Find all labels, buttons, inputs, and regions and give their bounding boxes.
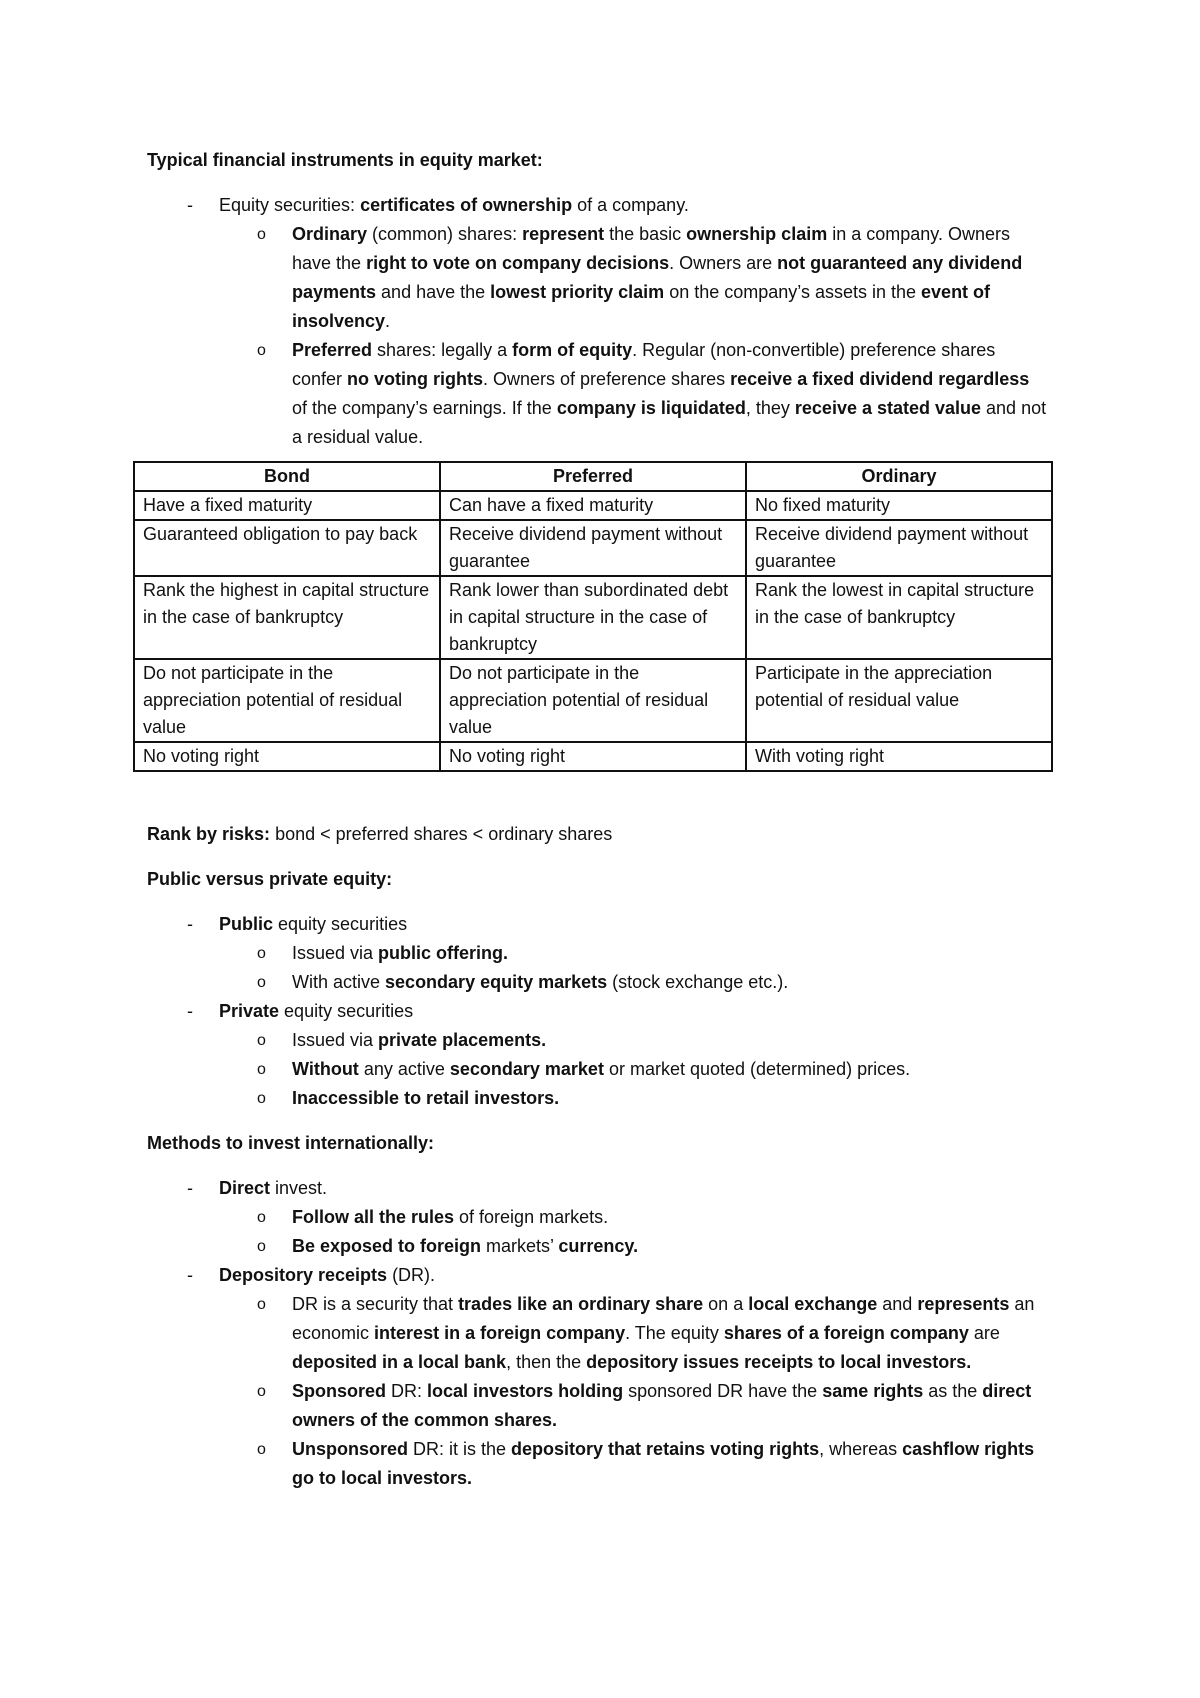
text: invest. <box>270 1178 328 1198</box>
list-item <box>147 1435 1047 1493</box>
list-item <box>147 1203 1047 1232</box>
text: sponsored DR have the <box>623 1381 823 1401</box>
bold-text: shares of a foreign company <box>723 1323 969 1343</box>
bold-text: local investors holding <box>427 1381 624 1401</box>
bold-text: event of insolvency <box>292 282 991 331</box>
text: Issued via <box>292 1030 379 1050</box>
bold-text: currency. <box>558 1236 639 1256</box>
text: of the company’s earnings. If the <box>292 398 557 418</box>
table-row <box>134 491 1052 520</box>
text: DR: it is the <box>408 1439 512 1459</box>
bold-text: certificates of ownership <box>360 195 573 215</box>
section-heading-instruments: Typical financial instruments in equity market: <box>147 150 543 170</box>
bold-text: Public <box>219 914 274 934</box>
circle-bullet: o <box>257 1296 266 1313</box>
dash-bullet: - <box>187 1265 193 1285</box>
bold-text: form of equity <box>512 340 633 360</box>
bold-text: Depository receipts <box>219 1265 388 1285</box>
table-row <box>134 576 1052 659</box>
text: the basic <box>604 224 687 244</box>
text: , then the <box>506 1352 587 1372</box>
rank-by-risks <box>147 820 1047 849</box>
circle-bullet: o <box>257 342 266 359</box>
bold-text: lowest priority claim <box>490 282 665 302</box>
list-item-equity-securities <box>147 191 1047 220</box>
text: (stock exchange etc.). <box>607 972 789 992</box>
list-item <box>147 1084 1047 1113</box>
text: in a company. Owners have the <box>292 224 1010 273</box>
list-item-ordinary-shares <box>147 220 1047 336</box>
text: , they <box>745 398 795 418</box>
text: on the company’s assets in the <box>664 282 922 302</box>
table-cell: Receive dividend payment without guarantee <box>746 520 1052 576</box>
circle-bullet: o <box>257 1090 266 1107</box>
circle-bullet: o <box>257 1238 266 1255</box>
circle-bullet: o <box>257 226 266 243</box>
text: . Regular (non-convertible) preference shares confer <box>292 340 996 389</box>
text: . Owners are <box>669 253 778 273</box>
text: an economic <box>292 1294 1035 1343</box>
section-heading-invest-internationally: Methods to invest internationally: <box>147 1133 435 1153</box>
table-cell: Rank lower than subordinated debt in capital structure in the case of bankruptcy <box>440 576 746 659</box>
bold-text: cashflow rights go to local investors. <box>292 1439 1035 1488</box>
circle-bullet: o <box>257 1032 266 1049</box>
bold-text: right to vote on company decisions <box>366 253 670 273</box>
list-item <box>147 1290 1047 1377</box>
bold-text: no voting rights <box>347 369 484 389</box>
text: shares: legally a <box>372 340 513 360</box>
text: . Owners of preference shares <box>483 369 731 389</box>
table-cell: Rank the lowest in capital structure in the case of bankruptcy <box>746 576 1052 659</box>
table-row <box>134 520 1052 576</box>
bold-text: represent <box>522 224 605 244</box>
bold-text: Unsponsored <box>292 1439 409 1459</box>
text: . The equity <box>625 1323 724 1343</box>
table-header-row <box>134 462 1052 491</box>
bold-text: depository issues receipts to local investors. <box>586 1352 972 1372</box>
public-private-list <box>147 910 1047 1113</box>
text: With active <box>292 972 386 992</box>
text: and <box>877 1294 918 1314</box>
bold-text: company is liquidated <box>556 398 746 418</box>
table-cell: Participate in the appreciation potential of residual value <box>746 659 1052 742</box>
text: of foreign markets. <box>454 1207 609 1227</box>
list-item <box>147 1026 1047 1055</box>
list-item-depository-receipts <box>147 1261 1047 1290</box>
list-item <box>147 968 1047 997</box>
text: any active <box>358 1059 450 1079</box>
table-cell: Rank the highest in capital structure in the case of bankruptcy <box>134 576 440 659</box>
table-cell: Do not participate in the appreciation potential of residual value <box>134 659 440 742</box>
list-item-direct-invest <box>147 1174 1047 1203</box>
text: equity securities <box>273 914 408 934</box>
text: equity securities <box>279 1001 414 1021</box>
table-cell: With voting right <box>746 742 1052 771</box>
bold-text: interest in a foreign company <box>374 1323 626 1343</box>
list-item <box>147 1377 1047 1435</box>
bold-text: local exchange <box>748 1294 878 1314</box>
table-cell: Receive dividend payment without guarantee <box>440 520 746 576</box>
text: and have the <box>376 282 491 302</box>
bold-text: Inaccessible to retail investors. <box>292 1088 560 1108</box>
bold-text: Private <box>219 1001 280 1021</box>
document-content <box>143 146 1047 1509</box>
text: DR is a security that <box>292 1294 459 1314</box>
text: bond < preferred shares < ordinary shares <box>270 824 613 844</box>
bold-text: trades like an ordinary share <box>458 1294 704 1314</box>
bold-text: same rights <box>822 1381 924 1401</box>
dash-bullet: - <box>187 1178 193 1198</box>
bold-text: Without <box>292 1059 359 1079</box>
comparison-table <box>133 461 1053 772</box>
invest-methods-list <box>147 1174 1047 1493</box>
table-cell: Have a fixed maturity <box>134 491 440 520</box>
bold-text: represents <box>917 1294 1010 1314</box>
dash-bullet: - <box>187 914 193 934</box>
text: markets’ <box>481 1236 559 1256</box>
text: as the <box>923 1381 983 1401</box>
bold-text: receive a stated value <box>794 398 982 418</box>
table-cell: Do not participate in the appreciation potential of residual value <box>440 659 746 742</box>
bold-text: secondary market <box>449 1059 604 1079</box>
table-header-bond: Bond <box>134 462 440 491</box>
list-item-preferred-shares <box>147 336 1047 452</box>
dash-bullet: - <box>187 195 193 215</box>
bold-text: deposited in a local bank <box>292 1352 507 1372</box>
circle-bullet: o <box>257 1209 266 1226</box>
table-cell: Can have a fixed maturity <box>440 491 746 520</box>
text: (common) shares: <box>367 224 523 244</box>
table-header-preferred: Preferred <box>440 462 746 491</box>
circle-bullet: o <box>257 1441 266 1458</box>
text: Issued via <box>292 943 379 963</box>
text: and not a residual value. <box>292 398 1047 447</box>
bold-text: receive a fixed dividend regardless <box>730 369 1030 389</box>
bold-text: Sponsored <box>292 1381 387 1401</box>
spacer <box>147 772 1047 820</box>
circle-bullet: o <box>257 1061 266 1078</box>
text: are <box>968 1323 1000 1343</box>
bold-text: Follow all the rules <box>292 1207 455 1227</box>
bold-text: depository that retains voting rights <box>511 1439 820 1459</box>
text: DR: <box>386 1381 428 1401</box>
table-cell: Guaranteed obligation to pay back <box>134 520 440 576</box>
table-cell: No voting right <box>134 742 440 771</box>
text: (DR). <box>387 1265 436 1285</box>
list-item-public-equity <box>147 910 1047 939</box>
bold-text: public offering. <box>378 943 509 963</box>
table-cell: No voting right <box>440 742 746 771</box>
list-item-private-equity <box>147 997 1047 1026</box>
text: of a company. <box>572 195 689 215</box>
circle-bullet: o <box>257 1383 266 1400</box>
text: or market quoted (determined) prices. <box>603 1059 911 1079</box>
dash-bullet: - <box>187 1001 193 1021</box>
text: , whereas <box>819 1439 903 1459</box>
table-row <box>134 742 1052 771</box>
section-heading-public-private: Public versus private equity: <box>147 869 393 889</box>
bold-text: secondary equity markets <box>385 972 608 992</box>
list-item <box>147 1055 1047 1084</box>
text: . <box>385 311 391 331</box>
text: on a <box>703 1294 749 1314</box>
circle-bullet: o <box>257 945 266 962</box>
bold-text: Ordinary <box>292 224 368 244</box>
table-row <box>134 659 1052 742</box>
bold-text: ownership claim <box>686 224 828 244</box>
table-cell: No fixed maturity <box>746 491 1052 520</box>
bold-text: private placements. <box>378 1030 547 1050</box>
bold-text: direct owners of the common shares. <box>292 1381 1032 1430</box>
bold-text: Be exposed to foreign <box>292 1236 482 1256</box>
table-header-ordinary: Ordinary <box>746 462 1052 491</box>
text: Equity securities: <box>219 195 361 215</box>
list-item <box>147 939 1047 968</box>
circle-bullet: o <box>257 974 266 991</box>
bold-text: not guaranteed any dividend payments <box>292 253 1023 302</box>
bold-text: Rank by risks: <box>147 824 271 844</box>
bold-text: Preferred <box>292 340 373 360</box>
list-item <box>147 1232 1047 1261</box>
bold-text: Direct <box>219 1178 271 1198</box>
